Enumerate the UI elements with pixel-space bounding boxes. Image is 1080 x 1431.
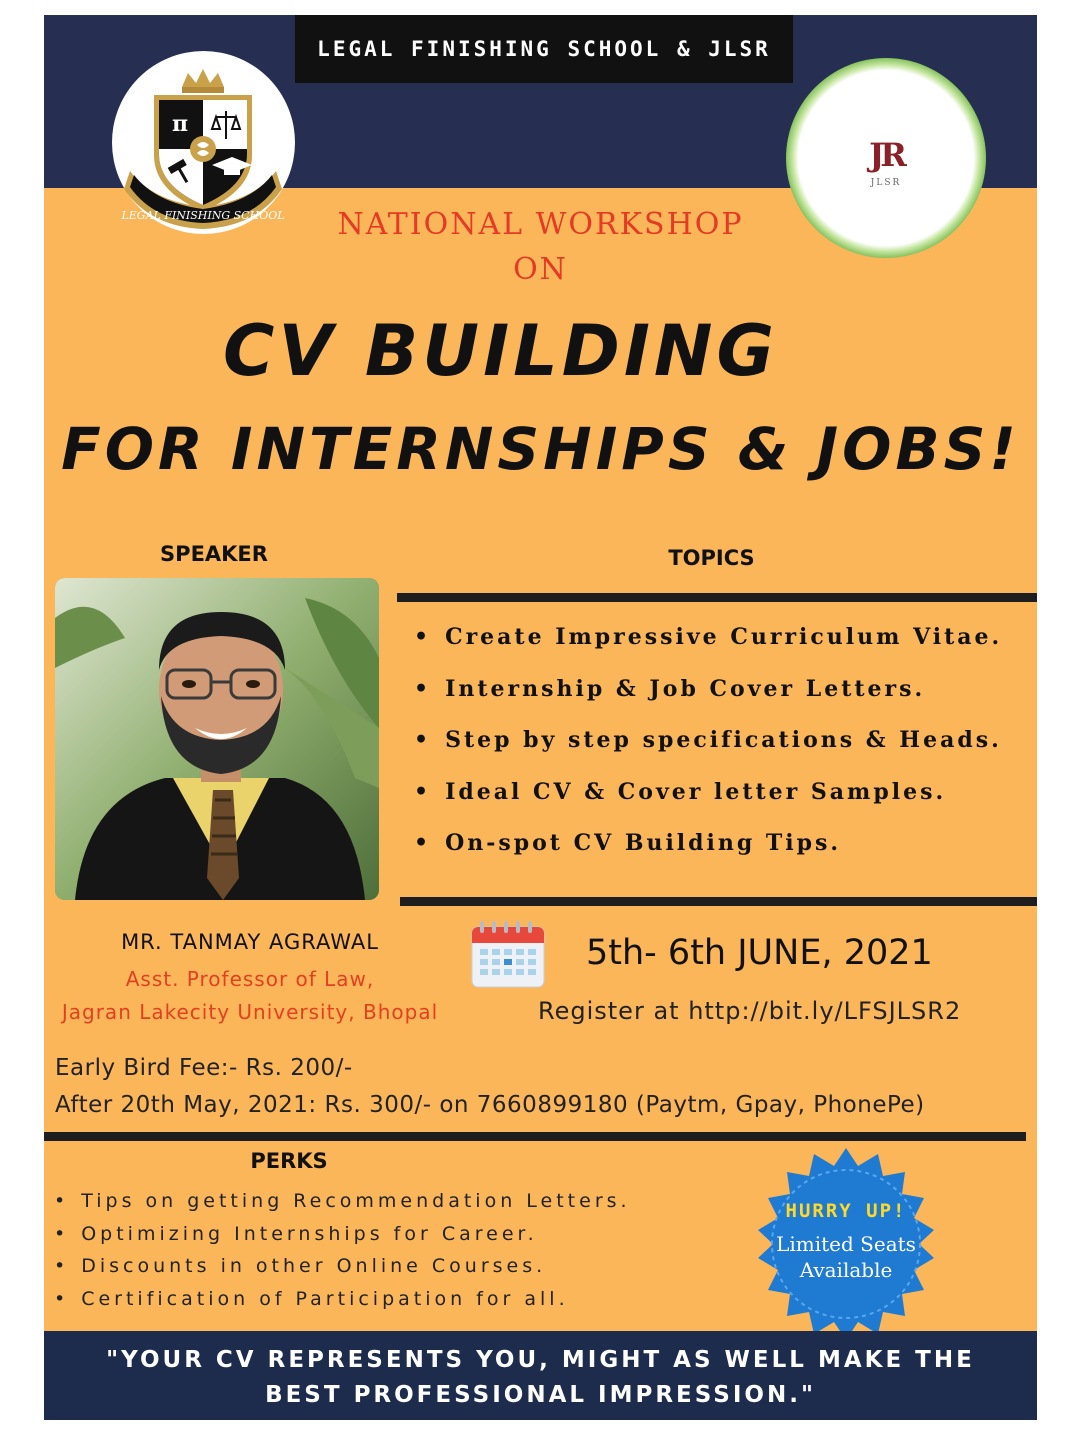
perk-item: • Tips on getting Recommendation Letters. — [54, 1185, 631, 1218]
speaker-role: Asst. Professor of Law, — [125, 967, 375, 991]
topic-item: • Step by step specifications & Heads. — [414, 720, 1002, 772]
topic-item: • Create Impressive Curriculum Vitae. — [414, 617, 1002, 669]
perks-list — [54, 1185, 631, 1315]
perks-heading: PERKS — [250, 1149, 328, 1173]
header-title-badge: LEGAL FINISHING SCHOOL & JLSR — [295, 15, 793, 83]
svg-text:π: π — [172, 111, 189, 137]
hurry-up-seal — [747, 1144, 945, 1342]
speaker-organization: Jagran Lakecity University, Bhopal — [61, 1000, 439, 1024]
footer-quote-line-1: "YOUR CV REPRESENTS YOU, MIGHT AS WELL MAKE THE — [106, 1347, 975, 1373]
seal-hurry-up: HURRY UP! — [785, 1200, 907, 1222]
calendar-icon — [470, 919, 546, 989]
topics-list — [414, 617, 1002, 875]
topics-heading: TOPICS — [668, 546, 755, 570]
seal-available: Available — [799, 1258, 893, 1282]
topics-rule-top — [397, 593, 1037, 602]
perks-rule — [44, 1132, 1026, 1141]
speaker-portrait-icon — [55, 578, 379, 900]
headline-internships-jobs: FOR INTERNSHIPS & JOBS! — [61, 415, 1020, 483]
svg-text:LEGAL FINISHING SCHOOL: LEGAL FINISHING SCHOOL — [121, 209, 285, 222]
speaker-photo — [55, 578, 379, 900]
headline-cv-building: CV BUILDING — [223, 310, 778, 392]
event-date: 5th- 6th JUNE, 2021 — [586, 933, 933, 973]
early-bird-fee: Early Bird Fee:- Rs. 200/- — [55, 1055, 353, 1081]
regular-fee: After 20th May, 2021: Rs. 300/- on 7660899180 (Paytm, Gpay, PhonePe) — [55, 1092, 925, 1118]
registration-link[interactable]: Register at http://bit.ly/LFSJLSR2 — [538, 997, 962, 1025]
speaker-name: MR. TANMAY AGRAWAL — [121, 930, 379, 954]
speaker-heading: SPEAKER — [160, 542, 268, 566]
perk-item: • Optimizing Internships for Career. — [54, 1218, 631, 1251]
workshop-title: NATIONAL WORKSHOP — [337, 207, 744, 242]
topic-item: • On-spot CV Building Tips. — [414, 823, 1002, 875]
seal-limited-seats: Limited Seats — [776, 1232, 916, 1256]
jlsr-mark: JR — [869, 136, 903, 174]
perk-item: • Certification of Participation for all. — [54, 1283, 631, 1316]
topic-item: • Internship & Job Cover Letters. — [414, 669, 1002, 721]
poster — [44, 15, 1037, 1420]
jlsr-logo-subtitle: JLSR — [870, 178, 902, 188]
topic-item: • Ideal CV & Cover letter Samples. — [414, 772, 1002, 824]
footer-quote-line-2: BEST PROFESSIONAL IMPRESSION." — [265, 1382, 816, 1408]
topics-rule-bottom — [400, 897, 1037, 906]
perk-item: • Discounts in other Online Courses. — [54, 1250, 631, 1283]
footer-quote-band — [44, 1331, 1037, 1420]
workshop-title-on: ON — [513, 252, 568, 287]
